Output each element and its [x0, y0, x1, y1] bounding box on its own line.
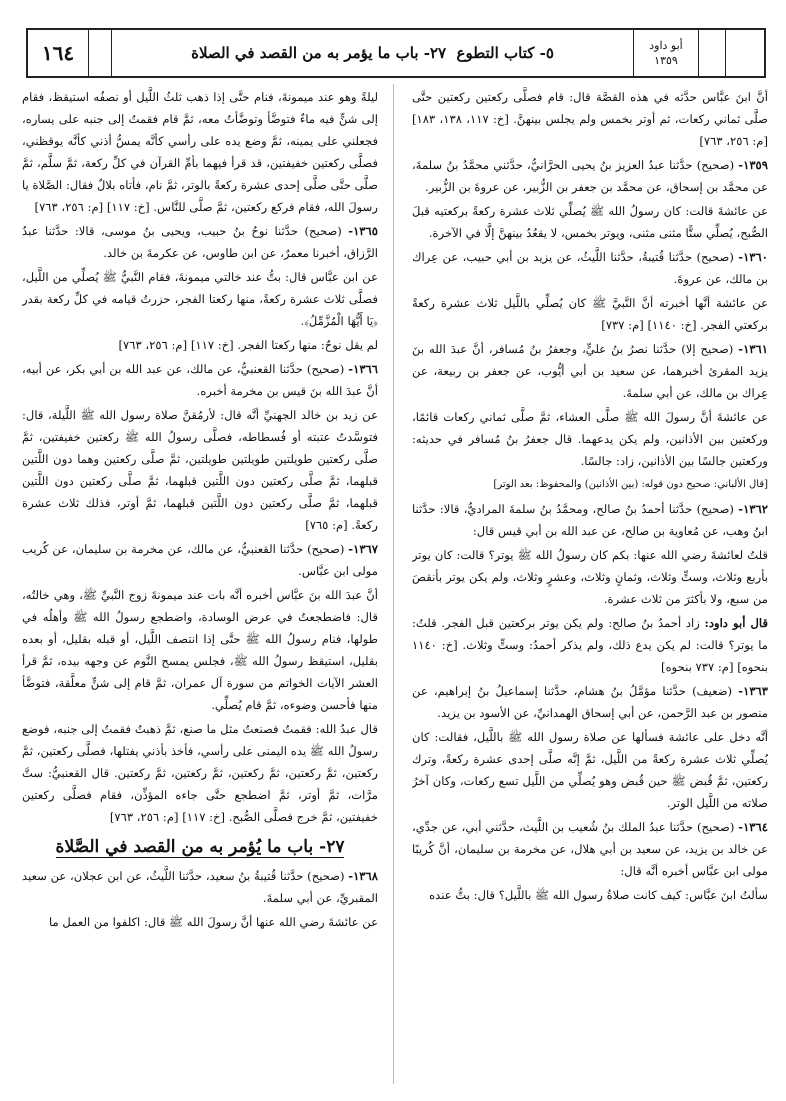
running-title	[112, 30, 634, 76]
hadith-entry	[22, 538, 378, 582]
hadith-text	[412, 726, 768, 814]
hadith-entry	[412, 154, 768, 198]
hadith-range: ١٣٥٩	[654, 54, 678, 67]
paragraph-text: لم يقل نوحٌ: منها ركعتا الفجر. [خ: ١١٧] [م: ٢٥٦، ٧٦٣]	[118, 338, 378, 352]
hadith-number: ١٣٦٣-	[738, 684, 768, 698]
paragraph-text: أنَّ عبدَ الله بنَ عبَّاس أخبره أنَّه بات عند ميمونةَ زوج النَّبيِّ ﷺ، وهي خالتُه، قال: فاضطجعتُ في عرض الوسادة، واضطجع رسولُ الله ﷺ وأهلُه في طولها، فنام رسولُ الله ﷺ حتَّى إذا انتصف اللَّيل، أو قبله بقليل، أو بعده بقليل، استيقظ رسولُ الله ﷺ، فجلس يمسح النَّوم عن وجهه بيده، ثمَّ قرأ العشر الآيات الخواتم من سورة آل عمران، ثمَّ قام إلى شنٍّ معلَّقة، فتوضَّأ منها فأحسن وضوءه، ثمَّ قام يُصلِّي.	[22, 588, 378, 712]
source-name: أبو داود	[649, 39, 683, 52]
hadith-number: ١٣٥٩-	[738, 158, 768, 172]
page-header	[26, 28, 766, 78]
paragraph-text: عن عائشةَ قالت: كان رسولُ الله ﷺ يُصلِّي ثلاث عشرة ركعةً بركعتيه قبلَ الصُّبح، يُصلِّي ستًّا مثنى مثنى، ويوتر بخمس، لا يقعُدُ بينهنَّ إلَّا في الآخرة.	[412, 204, 768, 240]
hadith-entry	[22, 865, 378, 909]
hadith-text	[412, 292, 768, 336]
hadith-number: ١٣٦٧-	[348, 542, 378, 556]
hadith-entry	[412, 246, 768, 290]
paragraph-text: ليلةً وهو عند ميمونةَ، فنام حتَّى إذا ذهب ثلثُ اللَّيل أو نصفُه استيقظ، فقام إلى شنٍّ فيه ماءٌ فتوضَّأ وتوضَّأتُ معه، ثمَّ قام فقمتُ إلى جنبه على يساره، فجعلني على يمينه، ثمَّ وضع يده على رأسي كأنَّه يمسُّ أذني كأنَّه يوقظني، فصلَّى ركعتين خفيفتين، قد قرأ فيهما بأمِّ القرآن في كلِّ ركعة، ثمَّ سلَّم، ثمَّ صلَّى حتَّى صلَّى إحدى عشرة ركعةً بالوتر، ثمَّ نام، فأتاه بلالٌ فقال: الصَّلاة يا رسولَ الله، فقام فركع ركعتين، ثمَّ صلَّى للنَّاس. [خ: ١١٧] [م: ٢٥٦، ٧٦٣]	[22, 90, 378, 214]
hadith-text	[412, 544, 768, 610]
hadith-text	[22, 718, 378, 828]
paragraph-text: (صحيح) حدَّثنا أحمدُ بنُ صالح، ومحمَّدُ بنُ سلمةَ المراديُّ، قالا: حدَّثنا ابنُ وهب، عن مُعاوية بن صالح، عن عبد الله بن أبي قيس قال:	[412, 502, 768, 538]
book-title: ٥- كتاب التطوع	[456, 44, 554, 62]
hadith-number: ١٣٦٢-	[738, 502, 768, 516]
paragraph-text: قال عبدُ الله: فقمتُ فصنعتُ مثل ما صنع، ثمَّ ذهبتُ فقمتُ إلى جنبه، فوضع رسولُ الله ﷺ يده اليمنى على رأسي، فأخذ بأذني يفتلها، فصلَّى ركعتين، ثمَّ ركعتين، ثمَّ ركعتين، ثمَّ ركعتين، ثمَّ ركعتين، ثمَّ ركعتين. قال القعنبيُّ: ستَّ مرَّات، ثمَّ أوتر، ثمَّ اضطجع حتَّى جاءه المؤذِّن، فقام فصلَّى ركعتين خفيفتين، ثمَّ خرج فصلَّى الصُّبح. [خ: ١١٧] [م: ٢٥٦، ٧٦٣]	[22, 722, 378, 824]
left-column	[22, 86, 378, 1076]
paragraph-text: (صحيح) حدَّثنا القعنبيُّ، عن مالك، عن عبد الله بن أبي بكر، عن أبيه، أنَّ عبدَ الله بنَ قيس بن مخرمة أخبره.	[22, 362, 378, 398]
hadith-text	[412, 406, 768, 472]
chapter-heading	[22, 834, 378, 861]
paragraph-text: زاد أحمدُ بنُ صالح: ولم يكن يوتر بركعتين قبل الفجر. قلتُ: ما يوتر؟ قالت: لم يكن يدع ذلك، ولم يذكر أحمدُ: وستٍّ وثلاث. [خ: ١١٤٠ بنحوه] [م: ٧٣٧ بنحوه]	[412, 616, 768, 674]
hadith-text	[22, 911, 378, 933]
column-divider	[393, 84, 394, 1084]
hadith-entry	[412, 498, 768, 542]
hadith-number: ١٣٦٦-	[348, 362, 378, 376]
paragraph-text: (ضعيف) حدَّثنا مؤمَّلُ بنُ هشام، حدَّثنا إسماعيلُ بنُ إبراهيم، عن منصور بن عبد الرَّحمن، عن أبي إسحاق الهمدانيِّ، عن الأسود بن يزيد.	[412, 684, 768, 720]
chapter-title: ٢٧- باب ما يؤمر به من القصد في الصلاة	[191, 44, 447, 62]
paragraph-text: (صحيح إلا) حدَّثنا نصرُ بنُ عليٍّ، وجعفرُ بنُ مُسافر، أنَّ عبدَ الله بنَ يزيد المقرئ أخبرهما، عن سعيد بن أبي أيُّوب، عن جعفر بن ربيعة، عن عِراك بن مالك، عن أبي سلمةَ.	[412, 342, 768, 400]
right-column	[412, 86, 768, 1076]
paragraph-text: (صحيح) حدَّثنا قُتيبةُ، حدَّثنا اللَّيثُ، عن يزيد بن أبي حبيب، عن عِراك بن مالك، عن عروةَ.	[412, 250, 768, 286]
paragraph-text: أنَّه دخل على عائشة فسألها عن صلاة رسول الله ﷺ باللَّيل، فقالت: كان يُصلِّي ثلاث عشرة ركعةً من اللَّيل، ثمَّ إنَّه صلَّى إحدى عشرة ركعةً، وترك ركعتين، ثمَّ قُبض ﷺ حين قُبض وهو يُصلِّي من اللَّيل تسع ركعات، وكان آخرُ صلاته من اللَّيل الوتر.	[412, 730, 768, 810]
header-spacer	[699, 30, 726, 76]
hadith-entry	[412, 680, 768, 724]
hadith-number: ١٣٦٥-	[348, 224, 378, 238]
hadith-number: ١٣٦٤-	[738, 820, 768, 834]
header-spacer	[726, 30, 764, 76]
hadith-text	[412, 86, 768, 152]
hadith-entry	[22, 358, 378, 402]
paragraph-text: (صحيح) حدَّثنا عبدُ العزيز بنُ يحيى الحرَّانيُّ، حدَّثني محمَّدُ بنُ سلمةَ، عن محمَّد بن إسحاق، عن محمَّد بن جعفر بن الزُّبير، عن عروةَ بن الزُّبير.	[412, 158, 768, 194]
hadith-text	[412, 474, 768, 496]
page-number: ١٦٤	[28, 30, 89, 76]
hadith-entry	[412, 612, 768, 678]
paragraph-text: عن عائشة أنَّها أخبرته أنَّ النَّبيَّ ﷺ كان يُصلِّي باللَّيل ثلاث عشرة ركعةً بركعتي الفجر. [خ: ١١٤٠] [م: ٧٣٧]	[412, 296, 768, 332]
hadith-text	[22, 334, 378, 356]
hadith-entry	[412, 816, 768, 882]
hadith-text	[22, 266, 378, 332]
source-box	[634, 30, 699, 76]
paragraph-text: قلتُ لعائشةَ رضي الله عنها: بكم كان رسولُ الله ﷺ يوتر؟ قالت: كان يوتر بأربع وثلاث، وستٍّ وثلاث، وثمانٍ وثلاث، وعشرٍ وثلاث، ولم يكن يوتر بأنقصَ من سبع، ولا بأكثرَ من ثلاث عشرة.	[412, 548, 768, 606]
hadith-number: ١٣٦٠-	[738, 250, 768, 264]
hadith-number: ١٣٦١-	[738, 342, 768, 356]
hadith-entry	[22, 220, 378, 264]
paragraph-text: (صحيح) حدَّثنا عبدُ الملك بنُ شُعيب بن اللَّيث، حدَّثني أبي، عن جدِّي، عن خالد بن يزيد، عن سعيد بن أبي هلال، عن مخرمة بن سليمان، أنَّ كُريبًا مولى ابن عبَّاس أخبره أنَّه قال:	[412, 820, 768, 878]
hadith-text	[22, 86, 378, 218]
paragraph-text: عن ابن عبَّاس قال: بتُّ عند خالتي ميمونةَ، فقام النَّبيُّ ﷺ يُصلِّي من اللَّيل، فصلَّى ثلاث عشرة ركعةً، منها ركعتا الفجر، حزرتُ قيامه في كلِّ ركعة بقدر ﴿يَا أَيُّهَا الْمُزَّمِّلُ﴾.	[22, 270, 378, 328]
paragraph-text: (صحيح) حدَّثنا قُتيبةُ بنُ سعيد، حدَّثنا اللَّيثُ، عن ابن عجلان، عن سعيد المقبريِّ، عن أبي سلمةَ.	[22, 869, 378, 905]
hadith-entry	[412, 338, 768, 404]
paragraph-text: أنَّ ابنَ عبَّاس حدَّثه في هذه القصَّة قال: قام فصلَّى ركعتين ركعتين حتَّى صلَّى ثماني ركعات، ثم أوتر بخمس ولم يجلس بينهنَّ. [خ: ١١٧، ١٣٨، ١٨٣] [م: ٢٥٦، ٧٦٣]	[412, 90, 768, 148]
hadith-text	[22, 404, 378, 536]
paragraph-text: [قال الألباني: صحيح دون قوله: (بين الأذانين) والمحفوظ: بعد الوتر]	[493, 479, 768, 490]
paragraph-text: عن عائشةَ أنَّ رسولَ الله ﷺ صلَّى العشاء، ثمَّ صلَّى ثماني ركعات قائمًا، وركعتين بين الأذانين، ولم يكن يدعهما. قال جعفرُ بنُ مُسافر في حديثه: وركعتين جالسًا بين الأذانين، زاد: جالسًا.	[412, 410, 768, 468]
hadith-text	[22, 584, 378, 716]
hadith-number: قال أبو داود:	[704, 616, 768, 630]
paragraph-text: سألتُ ابنَ عبَّاس: كيف كانت صلاةُ رسول الله ﷺ باللَّيل؟ قال: بتُّ عنده	[429, 888, 768, 902]
hadith-text	[412, 200, 768, 244]
hadith-text	[412, 884, 768, 906]
paragraph-text: عن عائشةَ رضي الله عنها أنَّ رسولَ الله ﷺ قال: اكلفوا من العمل ما	[48, 915, 378, 929]
paragraph-text: عن زيد بن خالد الجهنيِّ أنَّه قال: لأرمُقنَّ صلاة رسول الله ﷺ اللَّيلة، قال: فتوسَّدتُ عتبته أو فُسطاطه، فصلَّى رسولُ الله ﷺ ركعتين خفيفتين، ثمَّ صلَّى ركعتين طويلتين طويلتين طويلتين، ثمَّ صلَّى ركعتين وهما دون اللَّتين قبلهما، ثمَّ صلَّى ركعتين دون اللَّتين قبلهما، ثمَّ صلَّى ركعتين دون اللَّتين قبلهما، ثمَّ صلَّى ركعتين دون اللَّتين قبلهما، ثمَّ أوتر، فذلك ثلاث عشرة ركعةً. [م: ٧٦٥]	[22, 408, 378, 532]
hadith-number: ١٣٦٨-	[348, 869, 378, 883]
paragraph-text: (صحيح) حدَّثنا القعنبيُّ، عن مالك، عن مخرمة بن سليمان، عن كُريب مولى ابن عبَّاس.	[22, 542, 378, 578]
header-spacer	[89, 30, 112, 76]
chapter-heading-text: ٢٧- باب ما يُؤمر به من القصد في الصَّلاة	[55, 837, 345, 857]
paragraph-text: (صحيح) حدَّثنا نوحُ بنُ حبيب، ويحيى بنُ موسى، قالا: حدَّثنا عبدُ الرَّزاق، أخبرنا معمرٌ، عن ابن طاوس، عن عكرمةَ بن خالد.	[22, 224, 378, 260]
